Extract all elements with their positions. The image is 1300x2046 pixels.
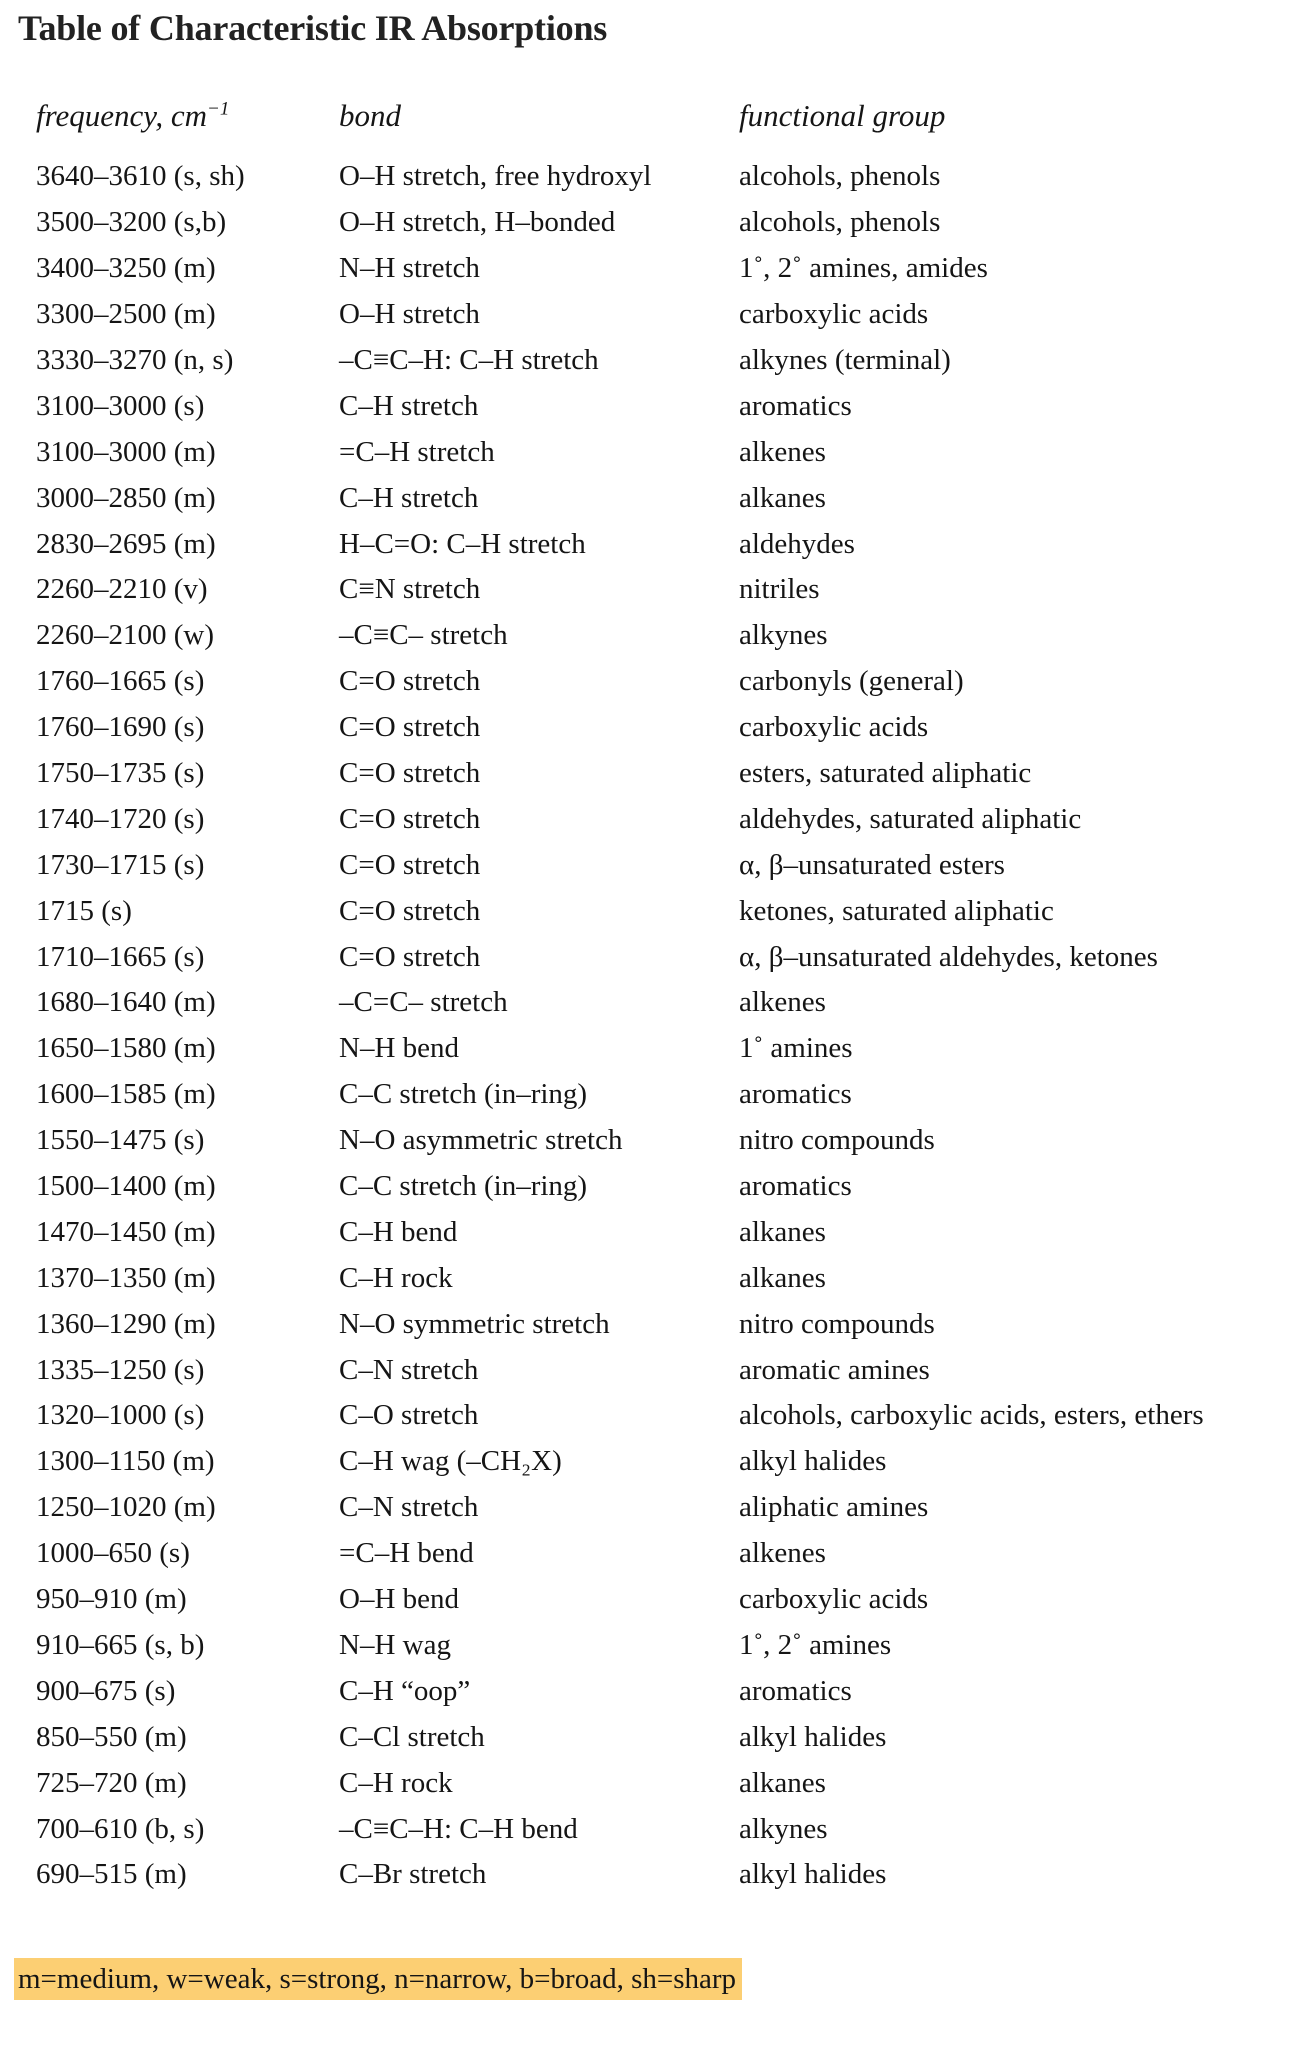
bond-cell: C–N stretch — [339, 1491, 479, 1524]
table-row — [0, 1255, 1300, 1301]
frequency-cell: 1710–1665 (s) — [36, 940, 205, 973]
functional-group-cell: alkynes — [739, 619, 828, 652]
bond-cell: C–C stretch (in–ring) — [339, 1078, 588, 1111]
functional-group-cell: nitriles — [739, 573, 820, 606]
table-row — [0, 613, 1300, 659]
table-row — [0, 1760, 1300, 1806]
table-row — [0, 567, 1300, 613]
bond-cell: N–O symmetric stretch — [339, 1307, 610, 1340]
frequency-cell: 1000–650 (s) — [36, 1537, 190, 1570]
frequency-cell: 1335–1250 (s) — [36, 1353, 205, 1386]
table-row — [0, 1393, 1300, 1439]
functional-group-cell: aromatics — [739, 1078, 852, 1111]
functional-group-cell: alkanes — [739, 1766, 826, 1799]
table-row — [0, 1531, 1300, 1577]
functional-group-cell: alkanes — [739, 1215, 826, 1248]
frequency-cell: 3330–3270 (n, s) — [36, 344, 234, 376]
table-header-row — [0, 94, 1300, 154]
bond-cell: C–C stretch (in–ring) — [339, 1170, 588, 1203]
frequency-cell: 2260–2210 (v) — [36, 573, 208, 606]
frequency-cell: 910–665 (s, b) — [36, 1628, 205, 1661]
frequency-cell: 1730–1715 (s) — [36, 848, 205, 881]
functional-group-cell: alkyl halides — [739, 1720, 887, 1753]
functional-group-cell: aromatics — [739, 1674, 852, 1707]
functional-group-cell: carboxylic acids — [739, 1583, 929, 1616]
bond-cell: C≡N stretch — [339, 573, 481, 606]
bond-cell: C–H “oop” — [339, 1674, 471, 1707]
frequency-cell: 3000–2850 (m) — [36, 481, 216, 514]
ir-absorption-table — [0, 94, 1300, 1898]
column-header-functional-group: functional group — [739, 98, 946, 133]
functional-group-cell: alcohols, phenols — [739, 206, 941, 239]
bond-cell: C–Cl stretch — [339, 1720, 485, 1753]
frequency-cell: 1250–1020 (m) — [36, 1491, 216, 1524]
frequency-cell: 1360–1290 (m) — [36, 1307, 216, 1340]
functional-group-cell: alkenes — [739, 435, 826, 468]
frequency-cell: 3400–3250 (m) — [36, 252, 216, 285]
functional-group-cell: esters, saturated aliphatic — [739, 757, 1032, 790]
frequency-cell: 2260–2100 (w) — [36, 619, 215, 652]
frequency-cell: 2830–2695 (m) — [36, 527, 216, 560]
table-row — [0, 751, 1300, 797]
functional-group-cell: alkynes (terminal) — [739, 344, 951, 376]
table-row — [0, 1072, 1300, 1118]
frequency-cell: 700–610 (b, s) — [36, 1812, 205, 1845]
frequency-cell: 3100–3000 (s) — [36, 389, 205, 422]
functional-group-cell: ketones, saturated aliphatic — [739, 894, 1054, 927]
table-row — [0, 1852, 1300, 1898]
frequency-cell: 1370–1350 (m) — [36, 1261, 216, 1294]
frequency-cell: 1500–1400 (m) — [36, 1170, 216, 1203]
table-row — [0, 1714, 1300, 1760]
table-row — [0, 246, 1300, 292]
bond-cell: C=O stretch — [339, 665, 481, 698]
frequency-cell: 1650–1580 (m) — [36, 1032, 216, 1065]
bond-cell: N–O asymmetric stretch — [339, 1124, 623, 1157]
bond-cell: C=O stretch — [339, 894, 481, 927]
table-body — [0, 154, 1300, 1898]
table-row — [0, 154, 1300, 200]
frequency-cell: 1680–1640 (m) — [36, 986, 216, 1019]
functional-group-cell: aldehydes — [739, 527, 855, 560]
bond-cell: N–H stretch — [339, 252, 480, 285]
table-row — [0, 705, 1300, 751]
bond-cell: O–H stretch, free hydroxyl — [339, 160, 652, 193]
functional-group-cell: alkyl halides — [739, 1858, 887, 1891]
bond-cell: C–H rock — [339, 1766, 453, 1799]
functional-group-cell: alkanes — [739, 1261, 826, 1294]
abbreviation-legend: m=medium, w=weak, s=strong, n=narrow, b=broad, sh=sharp — [14, 1958, 742, 2000]
frequency-cell: 3100–3000 (m) — [36, 435, 216, 468]
bond-cell: C–H stretch — [339, 389, 479, 422]
bond-cell: C=O stretch — [339, 711, 481, 744]
functional-group-cell: α, β–unsaturated aldehydes, ketones — [739, 940, 1158, 973]
table-row — [0, 1577, 1300, 1623]
column-header-frequency-label: frequency, cm — [36, 98, 207, 133]
frequency-cell: 690–515 (m) — [36, 1858, 187, 1891]
bond-cell: =C–H bend — [339, 1537, 474, 1570]
table-row — [0, 1347, 1300, 1393]
frequency-cell: 1750–1735 (s) — [36, 757, 205, 790]
page-title: Table of Characteristic IR Absorptions — [18, 8, 608, 48]
column-header-bond: bond — [339, 98, 401, 133]
frequency-cell: 950–910 (m) — [36, 1583, 187, 1616]
functional-group-cell: nitro compounds — [739, 1124, 935, 1157]
table-row — [0, 1623, 1300, 1669]
bond-cell: =C–H stretch — [339, 435, 495, 468]
bond-cell: C–H wag (–CH₂X) — [339, 1445, 562, 1478]
bond-cell: C=O stretch — [339, 848, 481, 881]
table-row — [0, 888, 1300, 934]
bond-cell: –C≡C–H: C–H stretch — [339, 344, 599, 376]
table-row — [0, 1439, 1300, 1485]
functional-group-cell: 1˚, 2˚ amines — [739, 1628, 892, 1661]
table-row — [0, 292, 1300, 338]
functional-group-cell: carbonyls (general) — [739, 665, 964, 698]
frequency-cell: 3500–3200 (s,b) — [36, 206, 227, 239]
frequency-cell: 1760–1665 (s) — [36, 665, 205, 698]
table-row — [0, 1668, 1300, 1714]
table-row — [0, 429, 1300, 475]
functional-group-cell: alcohols, carboxylic acids, esters, ethers — [739, 1399, 1204, 1432]
functional-group-cell: aromatic amines — [739, 1353, 930, 1386]
bond-cell: C–H stretch — [339, 481, 479, 514]
functional-group-cell: carboxylic acids — [739, 711, 929, 744]
frequency-cell: 1300–1150 (m) — [36, 1445, 215, 1478]
frequency-cell: 1550–1475 (s) — [36, 1124, 205, 1157]
functional-group-cell: aromatics — [739, 389, 852, 422]
frequency-cell: 1740–1720 (s) — [36, 802, 205, 835]
bond-cell: N–H bend — [339, 1032, 460, 1065]
functional-group-cell: alkenes — [739, 986, 826, 1019]
frequency-cell: 1715 (s) — [36, 894, 132, 927]
bond-cell: O–H bend — [339, 1583, 460, 1616]
bond-cell: O–H stretch — [339, 298, 480, 331]
bond-cell: –C≡C–H: C–H bend — [339, 1812, 578, 1845]
table-row — [0, 1209, 1300, 1255]
functional-group-cell: carboxylic acids — [739, 298, 929, 331]
table-row — [0, 659, 1300, 705]
bond-cell: C–Br stretch — [339, 1858, 487, 1891]
table-row — [0, 383, 1300, 429]
frequency-cell: 1470–1450 (m) — [36, 1215, 216, 1248]
table-row — [0, 1026, 1300, 1072]
bond-cell: N–H wag — [339, 1628, 451, 1661]
bond-cell: –C≡C– stretch — [339, 619, 508, 652]
frequency-cell: 1760–1690 (s) — [36, 711, 205, 744]
table-row — [0, 980, 1300, 1026]
table-row — [0, 1301, 1300, 1347]
table-row — [0, 1806, 1300, 1852]
frequency-cell: 1600–1585 (m) — [36, 1078, 216, 1111]
functional-group-cell: α, β–unsaturated esters — [739, 848, 1005, 881]
functional-group-cell: aromatics — [739, 1170, 852, 1203]
bond-cell: –C=C– stretch — [339, 986, 508, 1019]
functional-group-cell: aldehydes, saturated aliphatic — [739, 802, 1082, 835]
bond-cell: C–O stretch — [339, 1399, 479, 1432]
table-row — [0, 1485, 1300, 1531]
bond-cell: C–H rock — [339, 1261, 453, 1294]
table-row — [0, 338, 1300, 384]
table-row — [0, 934, 1300, 980]
bond-cell: C–H bend — [339, 1215, 458, 1248]
bond-cell: C=O stretch — [339, 757, 481, 790]
functional-group-cell: alkynes — [739, 1812, 828, 1845]
table-row — [0, 1164, 1300, 1210]
column-header-frequency-superscript: −1 — [207, 98, 230, 120]
functional-group-cell: alkenes — [739, 1537, 826, 1570]
frequency-cell: 3640–3610 (s, sh) — [36, 160, 245, 193]
table-row — [0, 1118, 1300, 1164]
table-row — [0, 842, 1300, 888]
table-row — [0, 521, 1300, 567]
functional-group-cell: alkyl halides — [739, 1445, 887, 1478]
table-row — [0, 796, 1300, 842]
functional-group-cell: 1˚, 2˚ amines, amides — [739, 252, 988, 285]
functional-group-cell: nitro compounds — [739, 1307, 935, 1340]
frequency-cell: 900–675 (s) — [36, 1674, 176, 1707]
bond-cell: C=O stretch — [339, 940, 481, 973]
functional-group-cell: aliphatic amines — [739, 1491, 929, 1524]
frequency-cell: 3300–2500 (m) — [36, 298, 216, 331]
bond-cell: C–N stretch — [339, 1353, 479, 1386]
bond-cell: C=O stretch — [339, 802, 481, 835]
bond-cell: O–H stretch, H–bonded — [339, 206, 616, 239]
functional-group-cell: alkanes — [739, 481, 826, 514]
functional-group-cell: alcohols, phenols — [739, 160, 941, 193]
bond-cell: H–C=O: C–H stretch — [339, 527, 586, 560]
frequency-cell: 725–720 (m) — [36, 1766, 187, 1799]
table-row — [0, 200, 1300, 246]
column-header-frequency — [0, 94, 339, 154]
functional-group-cell: 1˚ amines — [739, 1032, 853, 1065]
frequency-cell: 1320–1000 (s) — [36, 1399, 205, 1432]
frequency-cell: 850–550 (m) — [36, 1720, 187, 1753]
table-row — [0, 475, 1300, 521]
